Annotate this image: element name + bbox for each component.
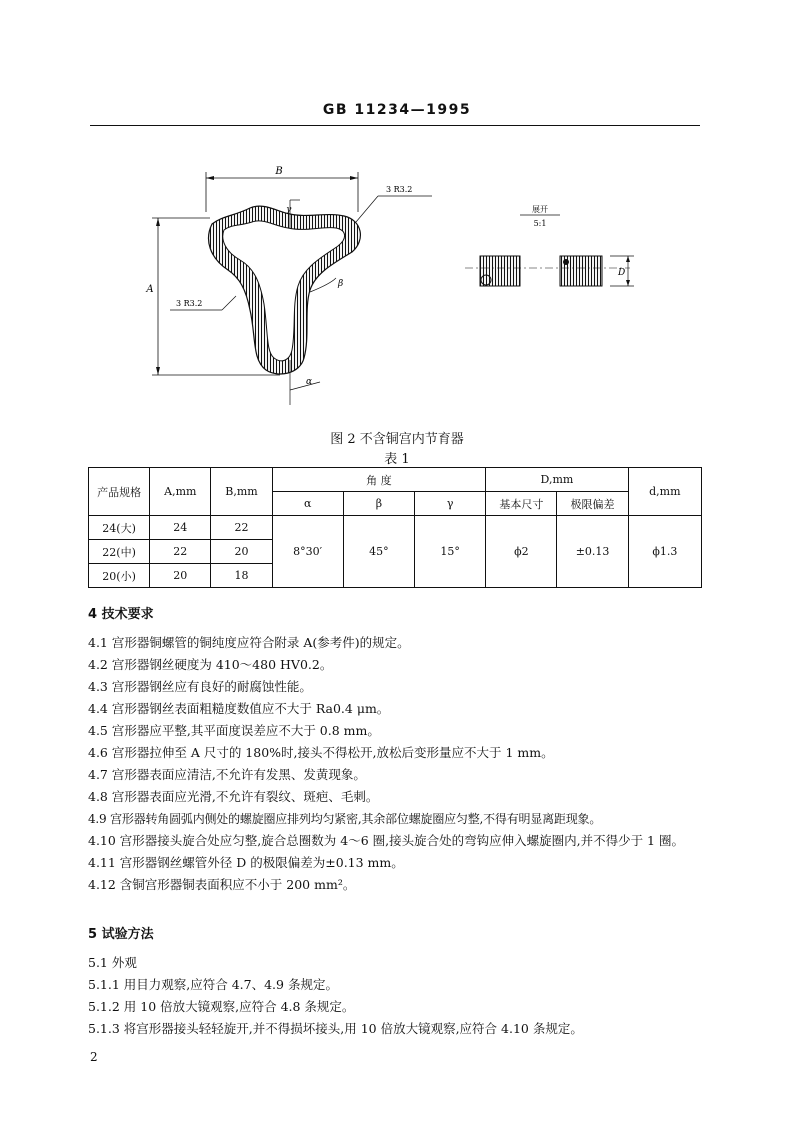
cell-b: 18 — [211, 564, 272, 588]
figure-2-drawing — [140, 160, 640, 420]
section-4-title: 4 技术要求 — [88, 607, 154, 622]
clause-4-11: 4.11 宫形器钢丝螺管外径 D 的极限偏差为±0.13 mm。 — [88, 855, 404, 870]
label-radius-left: 3 R3.2 — [176, 299, 203, 308]
cell-a: 20 — [150, 564, 211, 588]
header-beta: β — [343, 492, 414, 516]
cell-a: 22 — [150, 540, 211, 564]
table-row — [89, 516, 702, 540]
header-rule — [90, 125, 700, 126]
clause-5-1-3: 5.1.3 将宫形器接头轻轻旋开,并不得损坏接头,用 10 倍放大镜观察,应符合 4.10 条规定。 — [88, 1021, 583, 1036]
header-alpha: α — [272, 492, 343, 516]
clause-5-1: 5.1 外观 — [88, 955, 137, 970]
clause-4-12: 4.12 含铜宫形器铜表面积应不小于 200 mm²。 — [88, 877, 356, 892]
header-b: B,mm — [211, 468, 272, 516]
label-unfold: 展开 — [532, 205, 548, 214]
cell-spec: 24(大) — [89, 516, 150, 540]
label-alpha: α — [306, 377, 313, 387]
cell-tolerance: ±0.13 — [557, 516, 628, 588]
label-radius-top: 3 R3.2 — [386, 185, 413, 194]
clause-4-2: 4.2 宫形器钢丝硬度为 410～480 HV0.2。 — [88, 657, 333, 672]
cell-a: 24 — [150, 516, 211, 540]
header-gamma: γ — [415, 492, 486, 516]
cell-gamma: 15° — [415, 516, 486, 588]
section-4 — [88, 604, 708, 896]
header-angle: 角 度 — [272, 468, 486, 492]
dimension-b — [206, 166, 358, 212]
cell-d: ϕ1.3 — [628, 516, 701, 588]
cell-beta: 45° — [343, 516, 414, 588]
header-d-outer: D,mm — [486, 468, 628, 492]
label-scale: 5:1 — [533, 219, 547, 228]
clause-5-1-1: 5.1.1 用目力观察,应符合 4.7、4.9 条规定。 — [88, 977, 338, 992]
header-tolerance: 极限偏差 — [557, 492, 628, 516]
clause-4-8: 4.8 宫形器表面应光滑,不允许有裂纹、斑疤、毛刺。 — [88, 789, 379, 804]
section-5 — [88, 924, 708, 1040]
cell-b: 20 — [211, 540, 272, 564]
label-b: B — [275, 166, 283, 177]
label-d: D — [618, 268, 626, 278]
header-basic: 基本尺寸 — [486, 492, 557, 516]
label-a: A — [146, 284, 154, 295]
label-beta: β — [338, 279, 344, 289]
header-d-wire: d,mm — [628, 468, 701, 516]
header-spec: 产品规格 — [89, 468, 150, 516]
cell-b: 22 — [211, 516, 272, 540]
clause-4-10: 4.10 宫形器接头旋合处应匀整,旋合总圈数为 4～6 圈,接头旋合处的弯钩应伸入螺旋圈内,并不得少于 1 圈。 — [88, 833, 684, 848]
clause-4-4: 4.4 宫形器钢丝表面粗糙度数值应不大于 Ra0.4 μm。 — [88, 701, 390, 716]
section-5-title: 5 试验方法 — [88, 927, 154, 942]
figure-caption: 图 2 不含铜宫内节育器 — [330, 432, 464, 447]
clause-4-5: 4.5 宫形器应平整,其平面度误差应不大于 0.8 mm。 — [88, 723, 380, 738]
clause-4-6: 4.6 宫形器拉伸至 A 尺寸的 180%时,接头不得松开,放松后变形量应不大于 1 mm。 — [88, 745, 554, 760]
unfolded-coil-detail — [465, 256, 634, 286]
cell-basic: ϕ2 — [486, 516, 557, 588]
clause-4-7: 4.7 宫形器表面应清洁,不允许有发黑、发黄现象。 — [88, 767, 366, 782]
cell-alpha: 8°30′ — [272, 516, 343, 588]
clause-4-9: 4.9 宫形器转角圆弧内侧处的螺旋圈应排列均匀紧密,其余部位螺旋圈应匀整,不得有明显离距现象。 — [88, 812, 602, 826]
clause-4-1: 4.1 宫形器铜螺管的铜纯度应符合附录 A(参考件)的规定。 — [88, 635, 410, 650]
clause-5-1-2: 5.1.2 用 10 倍放大镜观察,应符合 4.8 条规定。 — [88, 999, 355, 1014]
clause-4-3: 4.3 宫形器钢丝应有良好的耐腐蚀性能。 — [88, 679, 312, 694]
spec-table — [88, 467, 702, 588]
page-header: GB 11234—1995 — [322, 102, 472, 118]
coil-body — [209, 206, 361, 374]
label-gamma: γ — [286, 205, 292, 215]
table-title: 表 1 — [384, 452, 410, 467]
page-number: 2 — [90, 1050, 98, 1064]
cell-spec: 22(中) — [89, 540, 150, 564]
cell-spec: 20(小) — [89, 564, 150, 588]
header-a: A,mm — [150, 468, 211, 516]
